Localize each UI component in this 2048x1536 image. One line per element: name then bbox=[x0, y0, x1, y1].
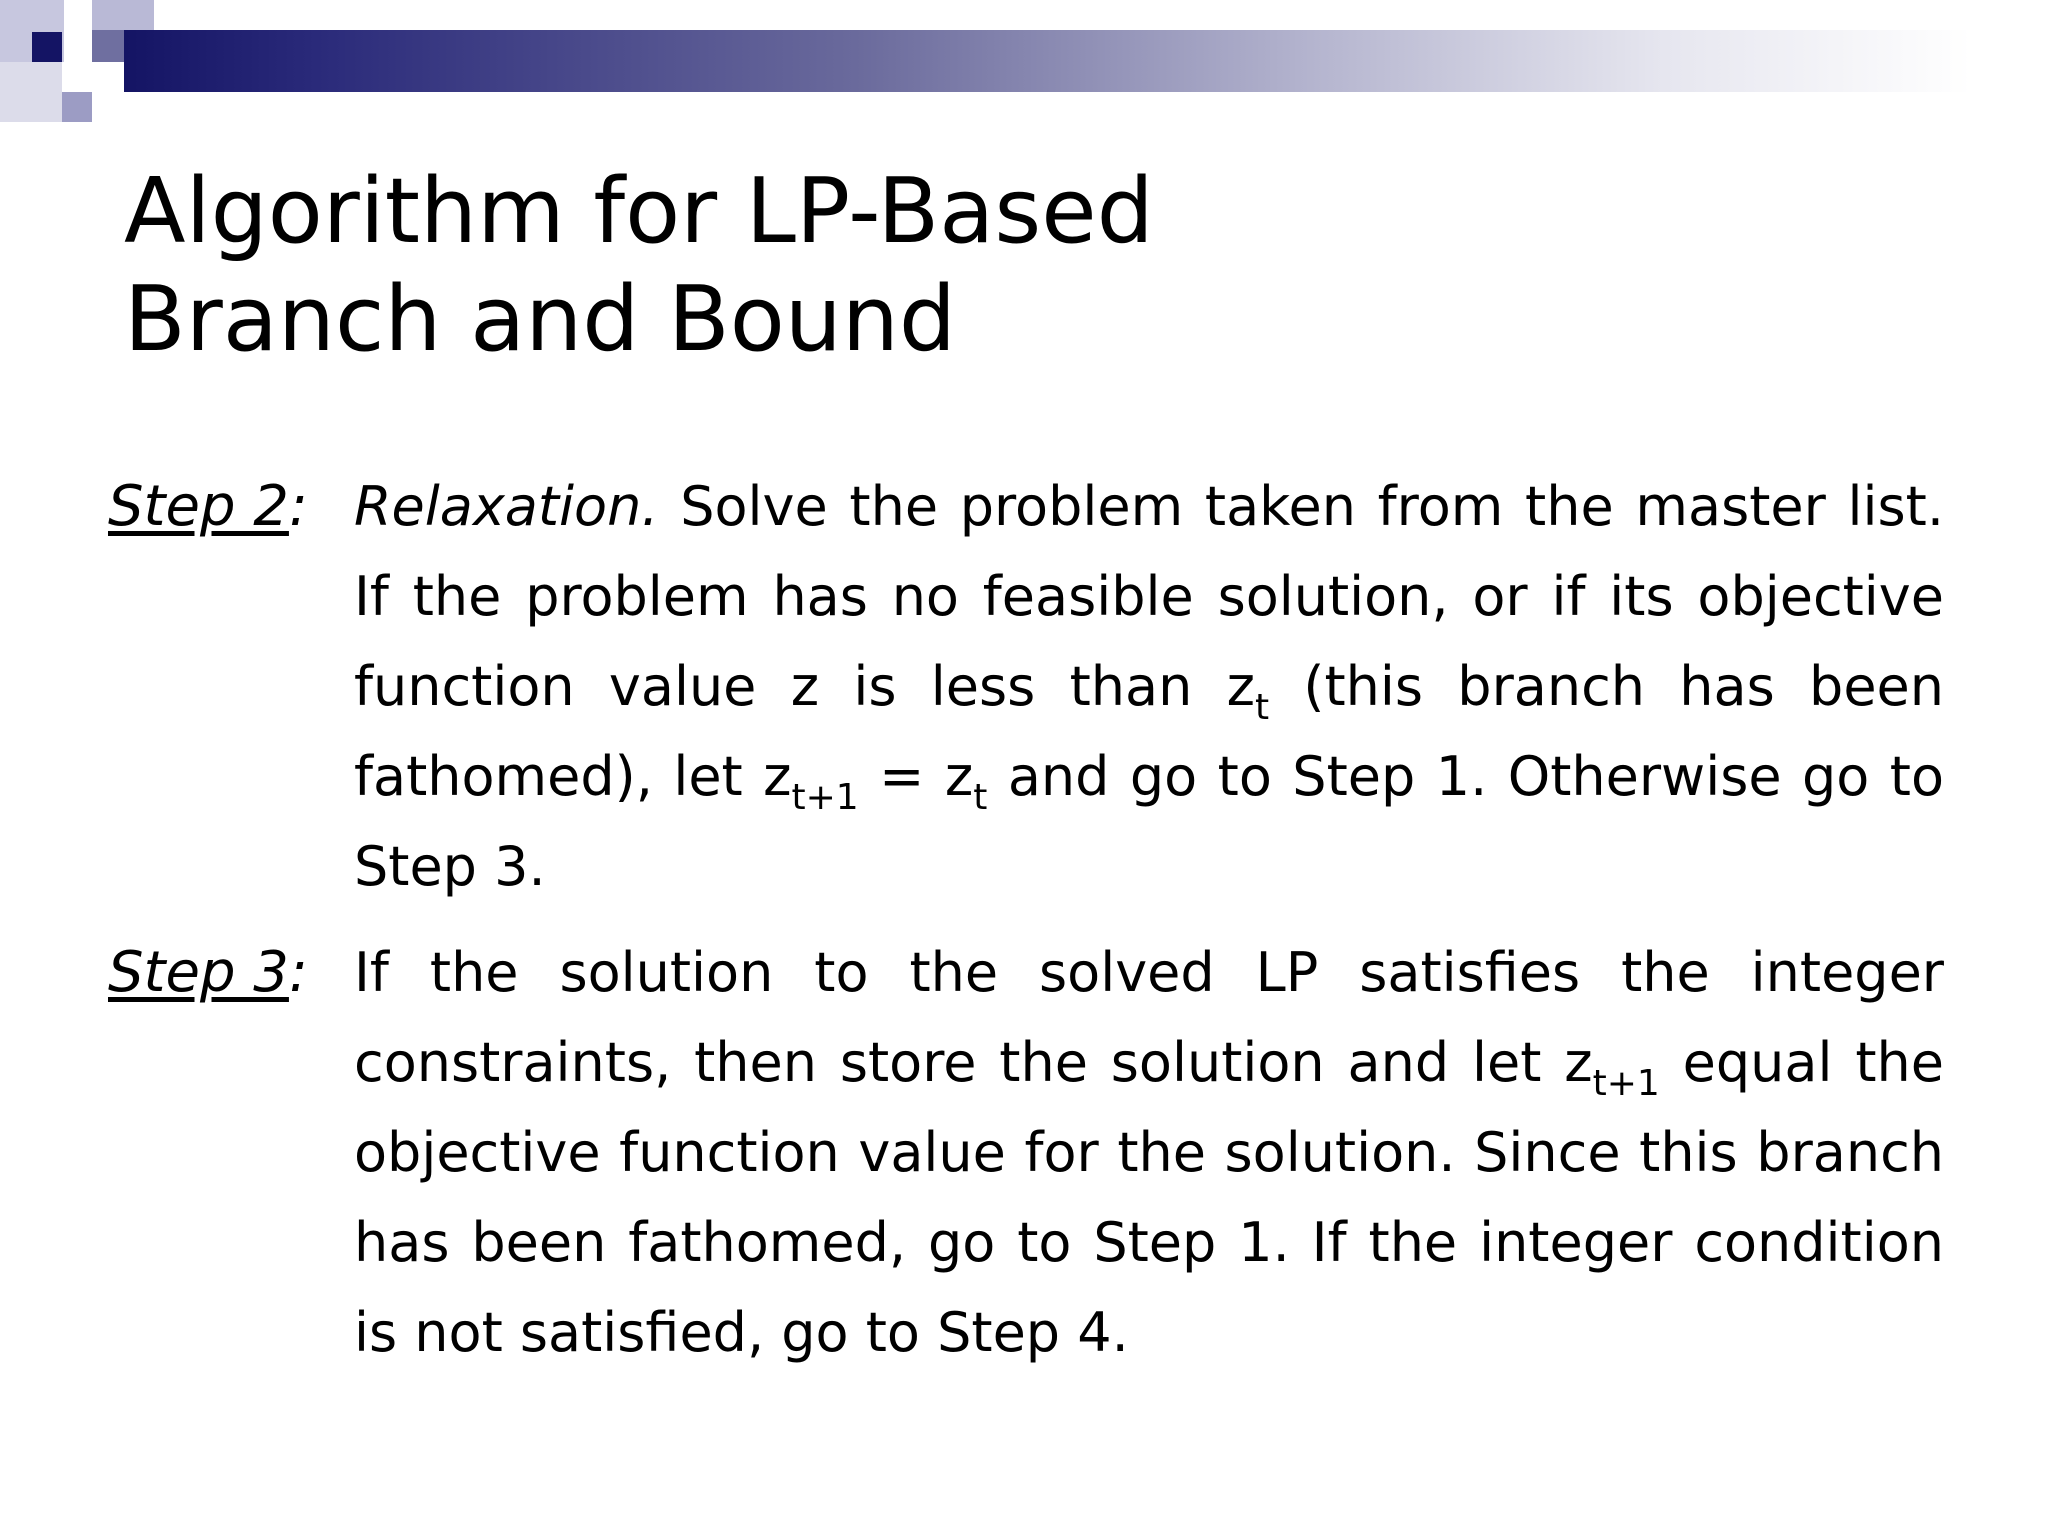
subscript: t+1 bbox=[791, 777, 859, 818]
step-3-text bbox=[354, 928, 1944, 1378]
step-2-label bbox=[108, 462, 308, 552]
step-3-label-colon: : bbox=[288, 940, 308, 1005]
subscript: t+1 bbox=[1592, 1063, 1660, 1104]
banner-square bbox=[62, 92, 92, 122]
step-2-text-part: and go to Step 1. Otherwise go to Step 3. bbox=[354, 745, 1944, 898]
step-2-text-part: (this branch has been fathomed), let z bbox=[354, 655, 1945, 808]
step-2-heading: Relaxation. bbox=[354, 475, 659, 538]
slide-title bbox=[124, 158, 1924, 374]
banner-square-dark bbox=[32, 32, 62, 62]
subscript: t bbox=[973, 777, 988, 818]
step-3-text-part: If the solution to the solved LP satisfies the integer constraints, then store the solution and let z bbox=[354, 941, 1944, 1094]
step-2-text bbox=[354, 462, 1944, 912]
step-2-label-text: Step 2 bbox=[108, 474, 289, 539]
step-3-label-text: Step 3 bbox=[108, 940, 289, 1005]
step-3-label bbox=[108, 928, 308, 1018]
slide-title-line-2: Branch and Bound bbox=[124, 267, 957, 372]
step-2-label-colon: : bbox=[288, 474, 308, 539]
banner-gradient-bar bbox=[124, 30, 2048, 92]
banner-square bbox=[0, 62, 62, 122]
subscript: t bbox=[1254, 687, 1270, 728]
slide-title-line-1: Algorithm for LP-Based bbox=[124, 159, 1154, 264]
step-2-text-part: Solve the problem taken from the master list. If the problem has no feasible solution, or if its objective function value z is less than z bbox=[354, 475, 1944, 718]
step-2-text-part: = z bbox=[858, 745, 974, 808]
step-3-text-part: equal the objective function value for the solution. Since this branch has been fathomed, go to Step 1. If the integer condition is not satisfied, go to Step 4. bbox=[354, 1031, 1944, 1364]
banner-square bbox=[92, 0, 154, 30]
header-banner bbox=[0, 0, 2048, 132]
